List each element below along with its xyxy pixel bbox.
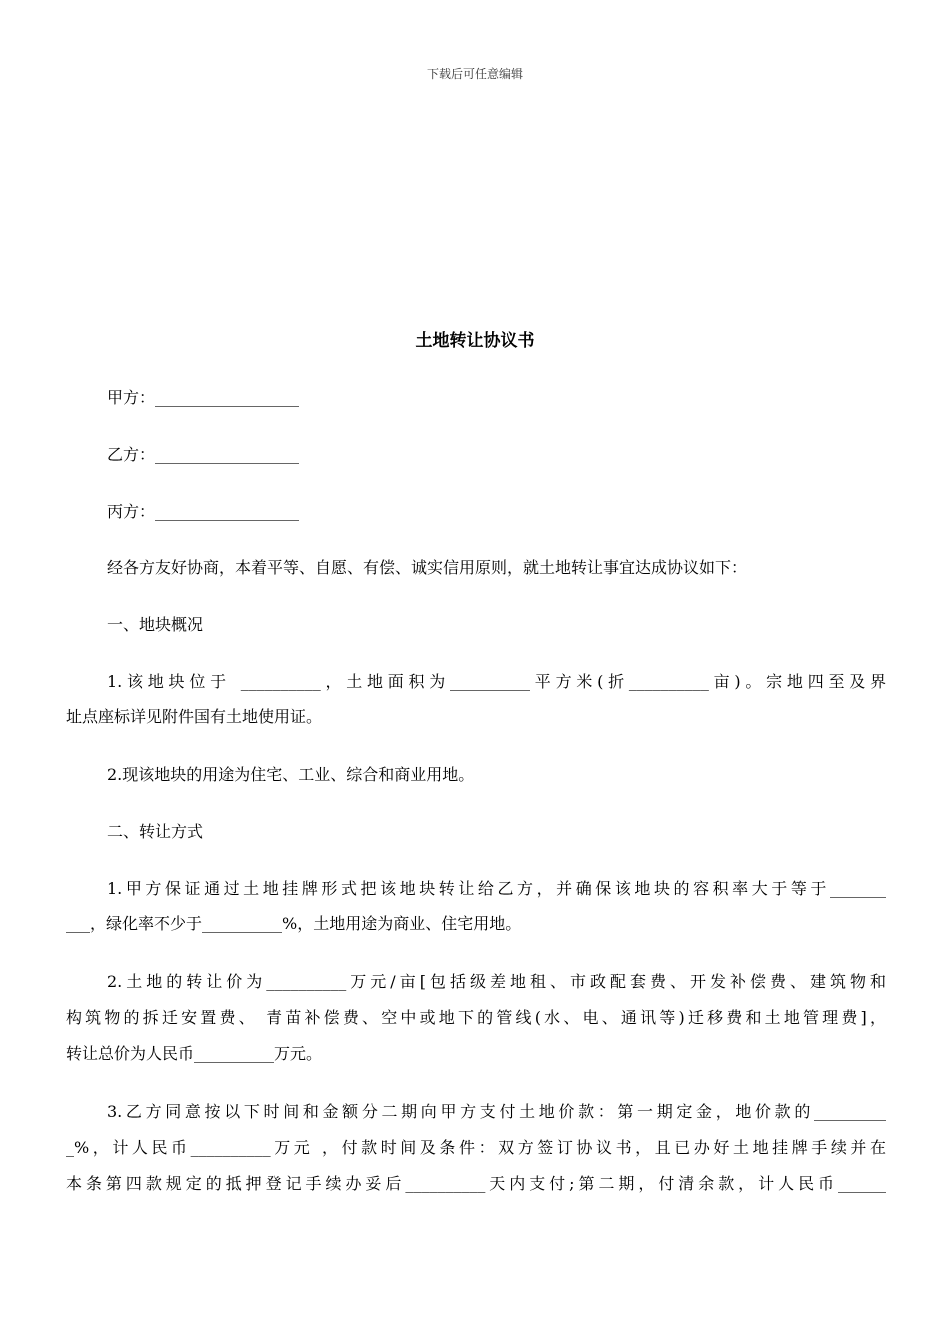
document-title: 土地转让协议书 (415, 331, 535, 351)
party-b-label: 乙方： (107, 445, 156, 464)
clause-1-2: 2.现该地块的用途为住宅、工业、综合和商业用地。 (107, 765, 475, 784)
clause-1-1-line-2: 址点座标详见附件国有土地使用证。 (66, 707, 323, 726)
clause-2-2-line-1: 2.土地的转让价为__________万元/亩[包括级差地租、市政配套费、开发补偿费、建筑物和 (107, 972, 886, 991)
page-header-note: 下载后可任意编辑 (426, 67, 523, 81)
clause-2-3-line-1: 3.乙方同意按以下时间和金额分二期向甲方支付土地价款：第一期定金，地价款的_________ (107, 1102, 886, 1121)
clause-2-1-line-2: ___，绿化率不少于__________%，土地用途为商业、住宅用地。 (66, 914, 522, 933)
clause-2-2-line-3: 转让总价为人民币__________万元。 (66, 1044, 323, 1063)
party-a (107, 387, 299, 409)
clause-1-1-line-1: 1.该地块位于 __________，土地面积为__________平方米(折__________亩)。宗地四至及界 (107, 672, 886, 691)
party-c (107, 501, 299, 523)
section-heading-1: 一、地块概况 (107, 615, 204, 634)
intro-paragraph: 经各方友好协商，本着平等、自愿、有偿、诚实信用原则，就土地转让事宜达成协议如下： (107, 558, 748, 577)
clause-2-1-line-1: 1.甲方保证通过土地挂牌形式把该地块转让给乙方，并确保该地块的容积率大于等于_______ (107, 879, 886, 898)
clause-2-2-line-2: 构筑物的拆迁安置费、 青苗补偿费、空中或地下的管线(水、电、通讯等)迁移费和土地管理费]， (66, 1008, 886, 1027)
party-c-blank: __________________ (155, 502, 300, 521)
clause-2-3-line-2: _%，计人民币__________万元 ，付款时间及条件：双方签订协议书，且已办好土地挂牌手续并在 (66, 1138, 886, 1157)
clause-2-3-line-3: 本条第四款规定的抵押登记手续办妥后__________天内支付;第二期，付清余款，计人民币______ (66, 1174, 886, 1193)
party-c-label: 丙方： (107, 502, 156, 521)
party-a-blank: __________________ (155, 388, 300, 407)
party-a-label: 甲方： (107, 388, 156, 407)
party-b (107, 444, 299, 466)
section-heading-2: 二、转让方式 (107, 822, 204, 841)
party-b-blank: __________________ (155, 445, 300, 464)
